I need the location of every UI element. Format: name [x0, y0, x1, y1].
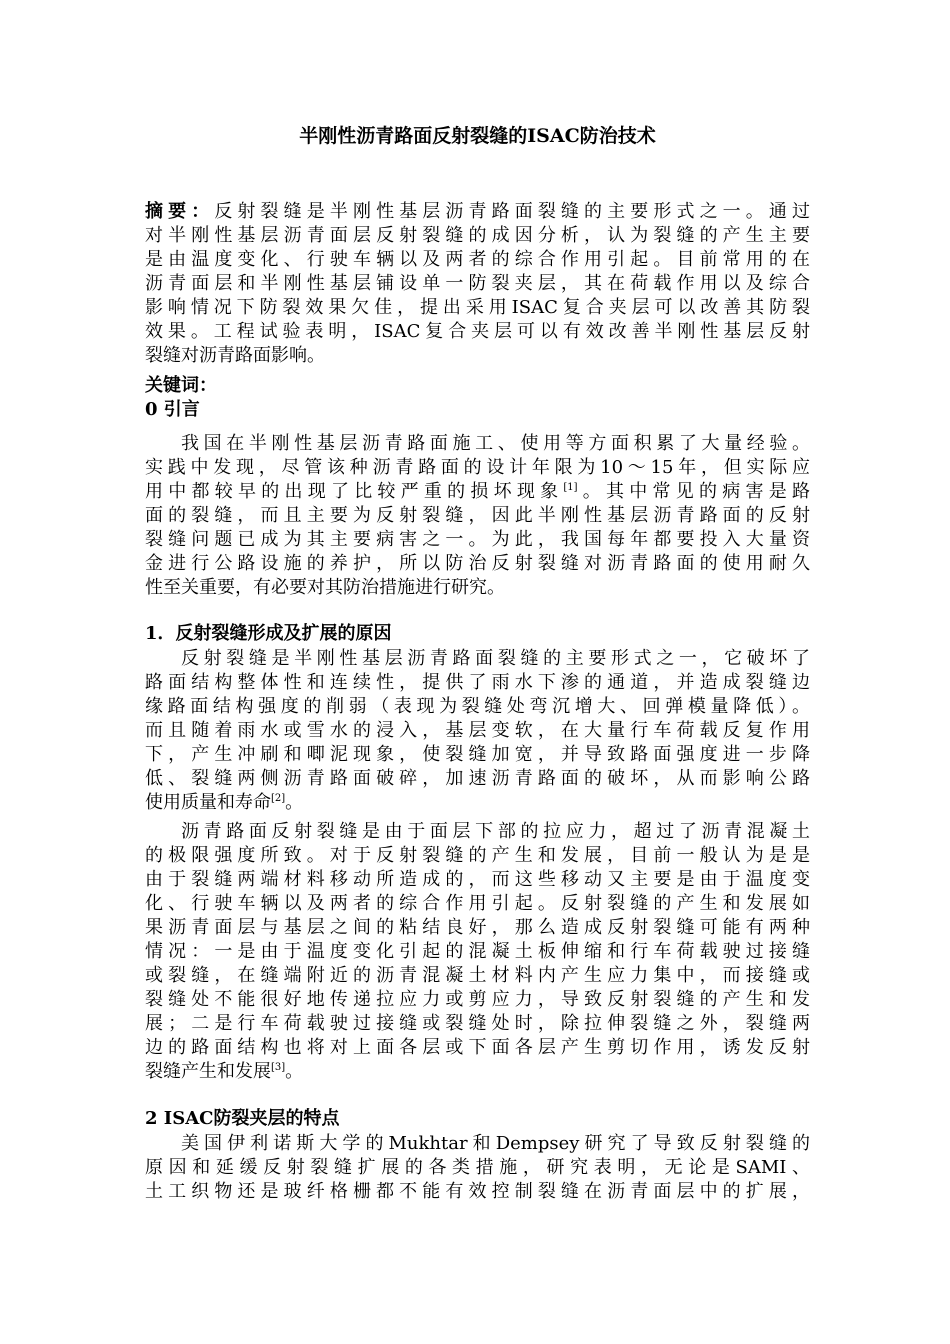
section-heading-1: 1．反射裂缝形成及扩展的原因 — [145, 623, 392, 644]
paragraph-line: 使用质量和寿命[2]。 — [145, 792, 304, 813]
paragraph-line: 美国伊利诺斯大学的Mukhtar和Dempsey研究了导致反射裂缝的 — [181, 1133, 810, 1154]
paragraph-line: 裂缝产生和发展[3]。 — [145, 1061, 304, 1082]
paragraph-line: 路面结构整体性和连续性，提供了雨水下渗的通道，并造成裂缝边 — [145, 672, 810, 693]
document-title: 半刚性沥青路面反射裂缝的ISAC防治技术 — [299, 125, 656, 147]
paragraph-line: 果沥青面层与基层之间的粘结良好，那么造成反射裂缝可能有两种 — [145, 917, 810, 938]
abstract-line: 沥青面层和半刚性基层铺设单一防裂夹层，其在荷载作用以及综合 — [145, 273, 810, 294]
section-0-paragraph — [145, 432, 810, 600]
paragraph-line: 原因和延缓反射裂缝扩展的各类措施，研究表明，无论是SAMI、 — [145, 1157, 810, 1178]
citation: [1] — [563, 482, 578, 493]
section-2-paragraph — [145, 1132, 810, 1204]
paragraph-line: 化、行驶车辆以及两者的综合作用引起。反射裂缝的产生和发展如 — [145, 893, 810, 914]
paragraph-line: 展；二是行车荷载驶过接缝或裂缝处时，除拉伸裂缝之外，裂缝两 — [145, 1013, 810, 1034]
citation: [2] — [271, 793, 286, 804]
paragraph-line: 低、裂缝两侧沥青路面破碎，加速沥青路面的破坏，从而影响公路 — [145, 768, 810, 789]
paragraph-line: 面的裂缝，而且主要为反射裂缝，因此半刚性基层沥青路面的反射 — [145, 505, 810, 526]
paragraph-line: 边的路面结构也将对上面各层或下面各层产生剪切作用，诱发反射 — [145, 1037, 810, 1058]
section-heading-0: 0 引言 — [145, 399, 200, 420]
abstract-line: 对半刚性基层沥青面层反射裂缝的成因分析，认为裂缝的产生主要 — [145, 225, 810, 246]
paragraph-line: 性至关重要，有必要对其防治措施进行研究。 — [145, 577, 505, 598]
abstract-line: 摘要：反射裂缝是半刚性基层沥青路面裂缝的主要形式之一。通过 — [145, 201, 810, 222]
abstract-label: 摘要： — [145, 201, 215, 222]
citation: [3] — [271, 1062, 286, 1073]
abstract-line: 影响情况下防裂效果欠佳，提出采用ISAC复合夹层可以改善其防裂 — [145, 297, 810, 318]
section-1-paragraph-2 — [145, 820, 810, 1084]
paragraph-line: 实践中发现，尽管该种沥青路面的设计年限为10～15年，但实际应 — [145, 457, 810, 478]
abstract-line: 效果。工程试验表明，ISAC复合夹层可以有效改善半刚性基层反射 — [145, 321, 810, 342]
keywords-label: 关键词： — [145, 375, 217, 396]
abstract-line: 是由温度变化、行驶车辆以及两者的综合作用引起。目前常用的在 — [145, 249, 810, 270]
paragraph-line: 裂缝问题已成为其主要病害之一。为此，我国每年都要投入大量资 — [145, 529, 810, 550]
section-heading-2: 2 ISAC防裂夹层的特点 — [145, 1108, 340, 1129]
abstract — [145, 200, 810, 368]
paragraph-line: 用中都较早的出现了比较严重的损坏现象[1]。其中常见的病害是路 — [145, 481, 810, 502]
paragraph-line: 情况：一是由于温度变化引起的混凝土板伸缩和行车荷载驶过接缝 — [145, 941, 810, 962]
paragraph-line: 而且随着雨水或雪水的浸入，基层变软，在大量行车荷载反复作用 — [145, 720, 810, 741]
paragraph-line: 缘路面结构强度的削弱（表现为裂缝处弯沉增大、回弹模量降低）。 — [145, 696, 810, 717]
paragraph-line: 我国在半刚性基层沥青路面施工、使用等方面积累了大量经验。 — [181, 433, 810, 454]
paragraph-line: 由于裂缝两端材料移动所造成的，而这些移动又主要是由于温度变 — [145, 869, 810, 890]
paragraph-line: 裂缝处不能很好地传递拉应力或剪应力，导致反射裂缝的产生和发 — [145, 989, 810, 1010]
abstract-line: 裂缝对沥青路面影响。 — [145, 345, 325, 366]
section-1-paragraph-1 — [145, 647, 810, 815]
paragraph-line: 金进行公路设施的养护，所以防治反射裂缝对沥青路面的使用耐久 — [145, 553, 810, 574]
paragraph-line: 下，产生冲刷和唧泥现象，使裂缝加宽，并导致路面强度进一步降 — [145, 744, 810, 765]
paragraph-line: 或裂缝，在缝端附近的沥青混凝土材料内产生应力集中，而接缝或 — [145, 965, 810, 986]
paragraph-line: 沥青路面反射裂缝是由于面层下部的拉应力，超过了沥青混凝土 — [181, 821, 810, 842]
paragraph-line: 的极限强度所致。对于反射裂缝的产生和发展，目前一般认为是是 — [145, 845, 810, 866]
paragraph-line: 土工织物还是玻纤格栅都不能有效控制裂缝在沥青面层中的扩展， — [145, 1181, 810, 1202]
paragraph-line: 反射裂缝是半刚性基层沥青路面裂缝的主要形式之一，它破坏了 — [181, 648, 810, 669]
